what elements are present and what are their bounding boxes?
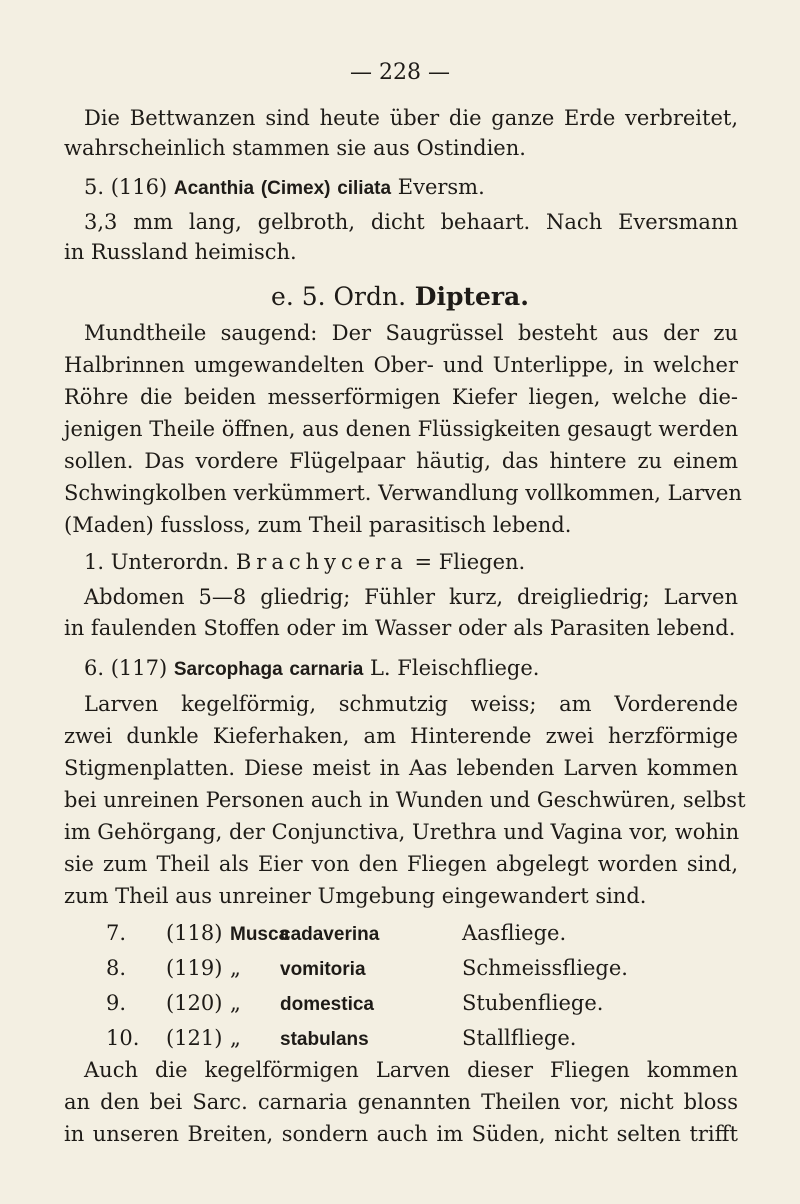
suborder-prefix: 1. Unterordn. xyxy=(84,550,230,574)
item-id: (118) xyxy=(166,921,223,945)
diptera-desc-line-5: sollen. Das vordere Flügelpaar häutig, das hintere zu einem xyxy=(64,449,738,473)
genus-name: Sarcophaga xyxy=(173,659,283,680)
item-number: 7. xyxy=(106,921,127,945)
intro-line-1: Die Bettwanzen sind heute über die ganze Erde verbreitet, xyxy=(84,106,738,130)
item-id: (119) xyxy=(166,956,223,980)
entry6-desc-line-3: Stigmenplatten. Diese meist in Aas lebenden Larven kommen xyxy=(64,756,738,780)
entry6-desc-line-4: bei unreinen Personen auch in Wunden und Geschwüren, selbst xyxy=(64,788,746,812)
entry5-desc-line-1: 3,3 mm lang, gelbroth, dicht behaart. Nach Eversmann xyxy=(84,210,738,234)
final-para-line-1: Auch die kegelförmigen Larven dieser Fliegen kommen xyxy=(84,1058,738,1082)
common-name: Aasfliege. xyxy=(462,921,567,945)
species-name: cadaverina xyxy=(280,924,380,945)
suborder-desc-line-2: in faulenden Stoffen oder im Wasser oder als Parasiten lebend. xyxy=(64,616,736,640)
entry6-desc-line-1: Larven kegelförmig, schmutzig weiss; am Vorderende xyxy=(84,692,738,716)
musca-list-item xyxy=(106,988,603,1020)
item-number: 8. xyxy=(106,956,127,980)
entry6-desc-line-5: im Gehörgang, der Conjunctiva, Urethra und Vagina vor, wohin xyxy=(64,820,740,844)
species-entry-5 xyxy=(84,172,738,204)
species-name: ciliata xyxy=(337,178,392,199)
item-number: 9. xyxy=(106,991,127,1015)
final-para-line-2: an den bei Sarc. carnaria genannten Theilen vor, nicht bloss xyxy=(64,1090,738,1114)
order-heading xyxy=(0,282,800,311)
page-number: — 228 — xyxy=(350,60,450,85)
suborder-rest: = Fliegen. xyxy=(414,550,526,574)
item-id: (120) xyxy=(166,991,223,1015)
author-name: Eversm. xyxy=(397,175,485,199)
common-name: Fleischfliege. xyxy=(397,656,540,680)
genus-ditto: „ xyxy=(230,1026,241,1050)
species-name: carnaria xyxy=(289,659,364,680)
species-name: vomitoria xyxy=(280,959,366,980)
entry6-desc-line-7: zum Theil aus unreiner Umgebung eingewandert sind. xyxy=(64,884,647,908)
diptera-desc-line-1: Mundtheile saugend: Der Saugrüssel besteht aus der zu xyxy=(84,321,738,345)
suborder-line xyxy=(84,547,738,577)
intro-line-2: wahrscheinlich stammen sie aus Ostindien. xyxy=(64,136,526,160)
common-name: Stallfliege. xyxy=(462,1026,577,1050)
item-id: (121) xyxy=(166,1026,223,1050)
species-name: stabulans xyxy=(280,1029,369,1050)
species-entry-6 xyxy=(84,653,738,685)
genus-name: Acanthia xyxy=(173,178,255,199)
species-name: domestica xyxy=(280,994,374,1015)
diptera-desc-line-2: Halbrinnen umgewandelten Ober- und Unterlippe, in welcher xyxy=(64,353,738,377)
common-name: Schmeissfliege. xyxy=(462,956,628,980)
genus-ditto: „ xyxy=(230,956,241,980)
item-number: 10. xyxy=(106,1026,140,1050)
diptera-desc-line-3: Röhre die beiden messerförmigen Kiefer liegen, welche die- xyxy=(64,385,738,409)
musca-list-item xyxy=(106,918,566,950)
subgenus-name: (Cimex) xyxy=(260,178,331,199)
diptera-desc-line-4: jenigen Theile öffnen, aus denen Flüssigkeiten gesaugt werden xyxy=(64,417,739,441)
musca-list-item xyxy=(106,1023,576,1055)
order-prefix: e. 5. Ordn. xyxy=(271,282,407,311)
order-name: Diptera. xyxy=(414,282,529,311)
suborder-name: Brachycera xyxy=(235,550,408,574)
common-name: Stubenfliege. xyxy=(462,991,604,1015)
final-para-line-3: in unseren Breiten, sondern auch im Süden, nicht selten trifft xyxy=(64,1122,738,1146)
genus-name: Musca xyxy=(230,924,290,945)
entry-number: 5. (116) xyxy=(84,175,168,199)
suborder-desc-line-1: Abdomen 5—8 gliedrig; Fühler kurz, dreigliedrig; Larven xyxy=(84,585,738,609)
entry6-desc-line-2: zwei dunkle Kieferhaken, am Hinterende zwei herzförmige xyxy=(64,724,738,748)
musca-list-item xyxy=(106,953,628,985)
diptera-desc-line-7: (Maden) fussloss, zum Theil parasitisch lebend. xyxy=(64,513,572,537)
entry5-desc-line-2: in Russland heimisch. xyxy=(64,240,297,264)
entry6-desc-line-6: sie zum Theil als Eier von den Fliegen abgelegt worden sind, xyxy=(64,852,738,876)
entry-number: 6. (117) xyxy=(84,656,168,680)
diptera-desc-line-6: Schwingkolben verkümmert. Verwandlung vollkommen, Larven xyxy=(64,481,742,505)
genus-ditto: „ xyxy=(230,991,241,1015)
author-name: L. xyxy=(369,656,391,680)
